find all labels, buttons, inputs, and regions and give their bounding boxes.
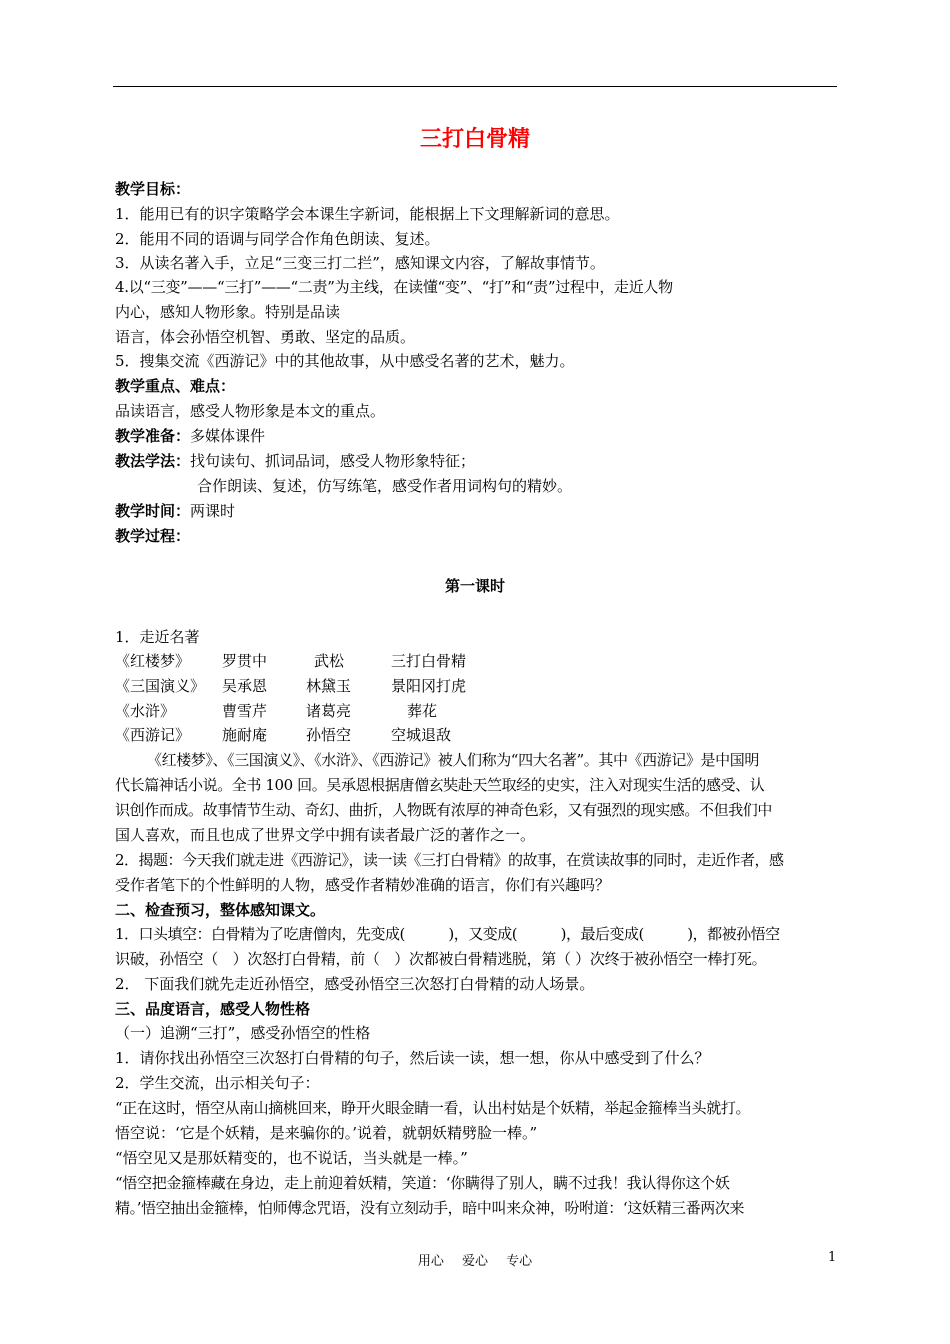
objective-item: 4.以“三变”——“三打”——“二责”为主线，在读懂“变”、“打”和“责”过程中，走近人物 [115,278,673,296]
table-cell: 林黛玉 [306,677,352,695]
works-table-row [115,649,843,674]
objectives-heading: 教学目标： [115,180,191,198]
table-cell: 吴承恩 [222,677,268,695]
table-cell: 空城退敌 [391,726,452,744]
objective-item: 1．能用已有的识字策略学会本课生字新词，能根据上下文理解新词的意思。 [115,205,620,223]
footer-text: 用心 爱心 专心 [417,1254,533,1269]
table-cell: 三打白骨精 [391,652,467,670]
part3-heading: 三、品度语言，感受人物性格 [115,1000,311,1018]
table-cell: 《红楼梦》 [115,652,191,670]
lesson1-heading: 第一课时 [444,577,505,595]
methods-label: 教法学法： [115,452,191,470]
objective-item: 5．搜集交流《西游记》中的其他故事，从中感受名著的艺术，魅力。 [115,352,575,370]
objective-item: 内心，感知人物形象。特别是品读 [115,303,341,321]
methods-line1: 找句读句、抓词品词，感受人物形象特征； [190,452,476,470]
part3-line: “悟空见又是那妖精变的，也不说话，当头就是一棒。” [115,1149,468,1167]
table-cell: 《水浒》 [115,702,176,720]
table-cell: 施耐庵 [222,726,268,744]
part3-line: 2．学生交流，出示相关句子： [115,1074,320,1092]
part3-line: 精。’悟空抽出金箍棒，怕师傅念咒语，没有立刻动手，暗中叫来众神，吩咐道：‘这妖精三番两次来 [115,1199,745,1217]
keypoints-heading: 教学重点、难点： [115,377,236,395]
table-cell: 《三国演义》 [115,677,206,695]
page-title: 三打白骨精 [419,127,530,152]
part3-line: （一）追溯“三打”，感受孙悟空的性格 [115,1024,371,1042]
objective-item: 3．从读名著入手，立足“三变三打二拦”，感知课文内容，了解故事情节。 [115,254,605,272]
table-cell: 葬花 [407,702,438,720]
time-label: 教学时间： [115,502,191,520]
intro-paragraph: 《红楼梦》、《三国演义》、《水浒》、《西游记》被人们称为“四大名著”。其中《西游记》是中国明 [147,751,759,769]
table-cell: 诸葛亮 [306,702,352,720]
lesson1-step1: 1．走近名著 [115,628,200,646]
part2-line: 1．口头填空：白骨精为了吃唐僧肉，先变成( )，又变成( )，最后变成( )，都被孙悟空 [115,925,780,943]
part3-line: 悟空说：‘它是个妖精，是来骗你的。’说着，就朝妖精劈脸一棒。” [115,1124,538,1142]
process-heading: 教学过程： [115,527,191,545]
table-cell: 罗贯中 [222,652,268,670]
intro-paragraph: 国人喜欢，而且也成了世界文学中拥有读者最广泛的著作之一。 [115,826,536,844]
table-cell: 孙悟空 [306,726,352,744]
intro-paragraph: 识创作而成。故事情节生动、奇幻、曲折，人物既有浓厚的神奇色彩，又有强烈的现实感。不但我们中 [115,801,773,819]
table-cell: 曹雪芹 [222,702,268,720]
objective-item: 语言，体会孙悟空机智、勇敢、坚定的品质。 [115,328,416,346]
part2-heading: 二、检查预习，整体感知课文。 [115,901,326,919]
objective-item: 2．能用不同的语调与同学合作角色朗读、复述。 [115,230,440,248]
table-cell: 《西游记》 [115,726,191,744]
header-rule [113,86,837,87]
part3-line: “正在这时，悟空从南山摘桃回来，睁开火眼金睛一看，认出村姑是个妖精，举起金箍棒当头就打。 [115,1099,751,1117]
works-table-row [115,699,843,724]
works-table-row [115,674,843,699]
table-cell: 景阳冈打虎 [391,677,467,695]
keypoints-text: 品读语言，感受人物形象是本文的重点。 [115,402,386,420]
prep-value: 多媒体课件 [190,427,266,445]
part2-line: 识破，孙悟空（ ）次怒打白骨精，前（ ）次都被白骨精逃脱，第（ ）次终于被孙悟空一棒打死。 [115,950,767,968]
time-value: 两课时 [190,502,236,520]
prep-line [115,424,843,449]
intro-paragraph: 代长篇神话小说。全书 100 回。吴承恩根据唐僧玄奘赴天竺取经的史实，注入对现实生活的感受、认 [115,776,765,794]
time-line [115,499,843,524]
part3-line: 1．请你找出孙悟空三次怒打白骨精的句子，然后读一读，想一想，你从中感受到了什么？ [115,1049,710,1067]
page-number: 1 [828,1250,837,1265]
table-cell: 武松 [314,652,345,670]
lesson1-step2: 2．揭题：今天我们就走进《西游记》，读一读《三打白骨精》的故事，在赏读故事的同时，走近作者，感 [115,851,784,869]
methods-line [115,449,843,474]
part3-line: “悟空把金箍棒藏在身边，走上前迎着妖精，笑道：‘你瞒得了别人，瞒不过我！我认得你这个妖 [115,1174,730,1192]
lesson1-step2: 受作者笔下的个性鲜明的人物，感受作者精妙准确的语言，你们有兴趣吗？ [115,876,611,894]
prep-label: 教学准备： [115,427,191,445]
works-table-row [115,723,843,748]
methods-line2: 合作朗读、复述，仿写练笔，感受作者用词构句的精妙。 [197,477,573,495]
part2-line: 2． 下面我们就先走近孙悟空，感受孙悟空三次怒打白骨精的动人场景。 [115,975,595,993]
